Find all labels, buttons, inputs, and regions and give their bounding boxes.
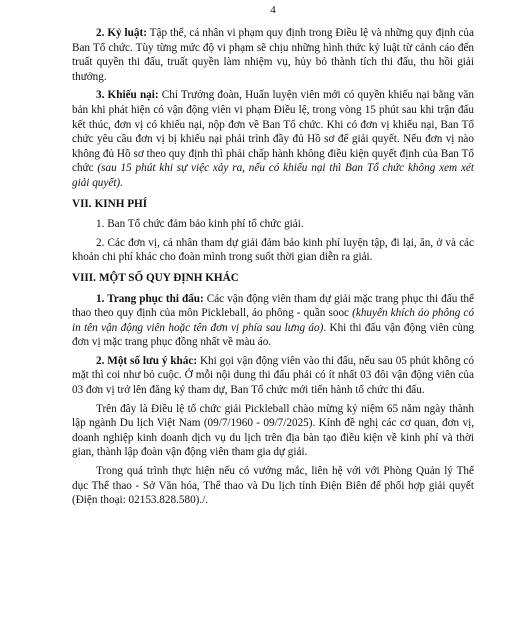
- paragraph-text: Trong quá trình thực hiện nếu có vướng mắc, liên hệ với với Phòng Quản lý Thể dục Thể thao - Sở Văn hóa, Thể thao và Du lịch tỉnh Điện Biên để phối hợp giải quyết (Điện thoại: 02153.828.580)./.: [72, 465, 474, 507]
- document-body: [72, 26, 474, 508]
- section-heading: [72, 197, 474, 212]
- page-number: 4: [270, 4, 276, 16]
- section-heading: [72, 271, 474, 286]
- paragraph: [72, 402, 474, 460]
- paragraph: [72, 464, 474, 508]
- section-title: MỘT SỐ QUY ĐỊNH KHÁC: [98, 271, 239, 284]
- paragraph: [72, 354, 474, 398]
- paragraph-lead: 2. Một số lưu ý khác:: [96, 354, 198, 367]
- paragraph-text: 2. Các đơn vị, cá nhân tham dự giải đảm bảo kinh phí luyện tập, đi lại, ăn, ở và các khoản chi phí khác cho đoàn mình trong suốt thời gian diễn ra giải.: [72, 236, 474, 264]
- italic-text: (khuyến khích áo phông có in tên vận động viên hoặc tên đơn vị phía sau lưng áo): [72, 307, 474, 334]
- section-title: KINH PHÍ: [94, 197, 148, 210]
- paragraph: [72, 26, 474, 84]
- paragraph: [72, 236, 474, 265]
- paragraph-text: Tập thể, cá nhân vi phạm quy định trong Điều lệ và những quy định của Ban Tổ chức. Tùy từng mức độ vi phạm sẽ chịu những hình thức kỷ luật từ cảnh cáo đến truất quyền thi đấu, truất quyền làm nhiệm vụ, hủy bỏ thành tích thi đấu, thu hồi giải thưởng.: [72, 27, 474, 83]
- paragraph-lead: 3. Khiếu nại:: [96, 89, 159, 102]
- section-number: VIII.: [72, 271, 96, 284]
- paragraph: [72, 217, 474, 232]
- italic-text: (sau 15 phút khi sự việc xảy ra, nếu có khiếu nại thì Ban Tổ chức không xem xét giải quyết).: [72, 162, 474, 189]
- section-number: VII.: [72, 197, 92, 210]
- paragraph: [72, 292, 474, 350]
- paragraph-text: Các vận động viên tham dự giải mặc trang phục thi đấu thể thao theo quy định của môn Pickleball, áo phông - quần sooc: [72, 292, 474, 320]
- paragraph: [72, 88, 474, 190]
- paragraph-text: Chỉ Trưởng đoàn, Huấn luyện viên mới có quyền khiếu nại bằng văn bản khi phát hiện có vận động viên vi phạm Điều lệ, trong vòng 15 phút sau khi trận đấu kết thúc, đơn vị có khiếu nại, nộp đơn về Ban Tổ chức. Khi có đơn vị khiếu nại, Ban Tổ chức yêu cầu đơn vị bị khiếu nại phải trình đầy đủ Hồ sơ để giải quyết. Nếu đơn vị nào không đủ Hồ sơ theo quy định thì phải chấp hành không điều kiện quyết định của Ban Tổ chức: [72, 89, 474, 175]
- paragraph-lead: 1. Trang phục thi đấu:: [96, 292, 204, 305]
- paragraph-text: Trên đây là Điều lệ tổ chức giải Pickleball chào mừng kỷ niệm 65 năm ngày thành lập ngành Du lịch Việt Nam (09/7/1960 - 09/7/2025). Kính đề nghị các cơ quan, đơn vị, doanh nghiệp kinh doanh dịch vụ du lịch trên địa bàn tạo điều kiện về kinh phí và thời gian, thành lập đoàn vận động viên tham gia dự giải.: [72, 402, 474, 459]
- paragraph-text: Khi gọi vận động viên vào thi đấu, nếu sau 05 phút không có mặt thì coi như bỏ cuộc. Ở mỗi nội dung thi đấu phải có ít nhất 03 đôi vận động viên của 03 đơn vị trở lên đăng ký tham dự, Ban Tổ chức mới tiến hành tổ chức thi đấu.: [72, 354, 474, 397]
- paragraph-lead: 2. Kỷ luật:: [96, 27, 147, 39]
- paragraph-text: . Khi thi đấu vận động viên cùng đơn vị mặc trang phục đồng nhất về màu áo.: [72, 321, 475, 349]
- paragraph-text: 1. Ban Tổ chức đảm bảo kinh phí tổ chức giải.: [96, 218, 304, 231]
